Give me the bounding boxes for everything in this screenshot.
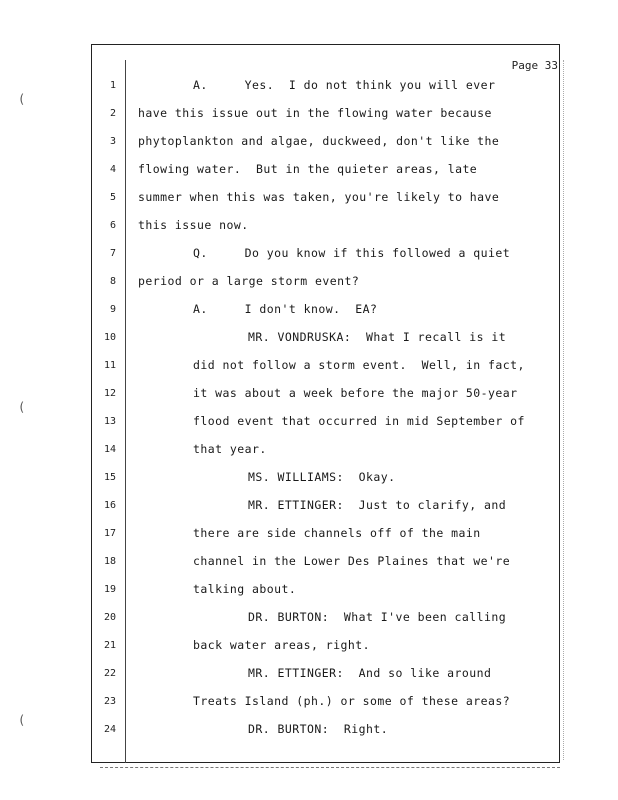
transcript-line: phytoplankton and algae, duckweed, don't like the	[138, 134, 500, 148]
line-number: 5	[109, 192, 116, 203]
line-number: 2	[109, 108, 116, 119]
transcript-line: period or a large storm event?	[138, 274, 360, 288]
line-number: 21	[103, 640, 116, 651]
transcript-line: flood event that occurred in mid September of	[193, 414, 525, 428]
line-number: 20	[103, 612, 116, 623]
line-number: 8	[109, 276, 116, 287]
scan-edge-noise	[563, 60, 565, 760]
transcript-line: talking about.	[193, 582, 297, 596]
transcript-line: did not follow a storm event. Well, in fact,	[193, 358, 525, 372]
page-number: Page 33	[511, 59, 558, 72]
line-number: 6	[109, 220, 116, 231]
line-number: 3	[109, 136, 116, 147]
transcript-line: that year.	[193, 442, 267, 456]
transcript-page-border	[91, 44, 560, 763]
line-number: 13	[103, 416, 116, 427]
transcript-line: Q. Do you know if this followed a quiet	[193, 246, 511, 260]
transcript-line: DR. BURTON: Right.	[248, 722, 389, 736]
line-number: 17	[103, 528, 116, 539]
line-number: 19	[103, 584, 116, 595]
line-number: 16	[103, 500, 116, 511]
line-number: 12	[103, 388, 116, 399]
margin-rule	[125, 60, 126, 763]
transcript-line: A. I don't know. EA?	[193, 302, 378, 316]
line-number: 1	[109, 80, 116, 91]
line-number: 22	[103, 668, 116, 679]
scan-bottom-noise	[100, 767, 560, 770]
transcript-line: have this issue out in the flowing water because	[138, 106, 492, 120]
transcript-line: flowing water. But in the quieter areas, late	[138, 162, 478, 176]
line-number: 9	[109, 304, 116, 315]
transcript-line: Treats Island (ph.) or some of these areas?	[193, 694, 511, 708]
transcript-line: MR. ETTINGER: And so like around	[248, 666, 492, 680]
transcript-line: back water areas, right.	[193, 638, 370, 652]
transcript-line: it was about a week before the major 50-year	[193, 386, 518, 400]
transcript-line: MR. VONDRUSKA: What I recall is it	[248, 330, 507, 344]
line-number: 24	[103, 724, 116, 735]
line-number: 18	[103, 556, 116, 567]
line-number: 10	[103, 332, 116, 343]
line-number: 14	[103, 444, 116, 455]
transcript-line: MS. WILLIAMS: Okay.	[248, 470, 396, 484]
line-number: 23	[103, 696, 116, 707]
binding-hole-mark: (	[18, 713, 26, 727]
line-number: 15	[103, 472, 116, 483]
transcript-line: this issue now.	[138, 218, 249, 232]
binding-hole-mark: (	[18, 400, 26, 414]
line-number: 11	[103, 360, 116, 371]
transcript-line: DR. BURTON: What I've been calling	[248, 610, 507, 624]
line-number: 7	[109, 248, 116, 259]
transcript-line: A. Yes. I do not think you will ever	[193, 78, 496, 92]
transcript-line: summer when this was taken, you're likely to have	[138, 190, 500, 204]
line-number: 4	[109, 164, 116, 175]
binding-hole-mark: (	[18, 92, 26, 106]
transcript-line: channel in the Lower Des Plaines that we're	[193, 554, 511, 568]
transcript-line: MR. ETTINGER: Just to clarify, and	[248, 498, 507, 512]
transcript-line: there are side channels off of the main	[193, 526, 481, 540]
